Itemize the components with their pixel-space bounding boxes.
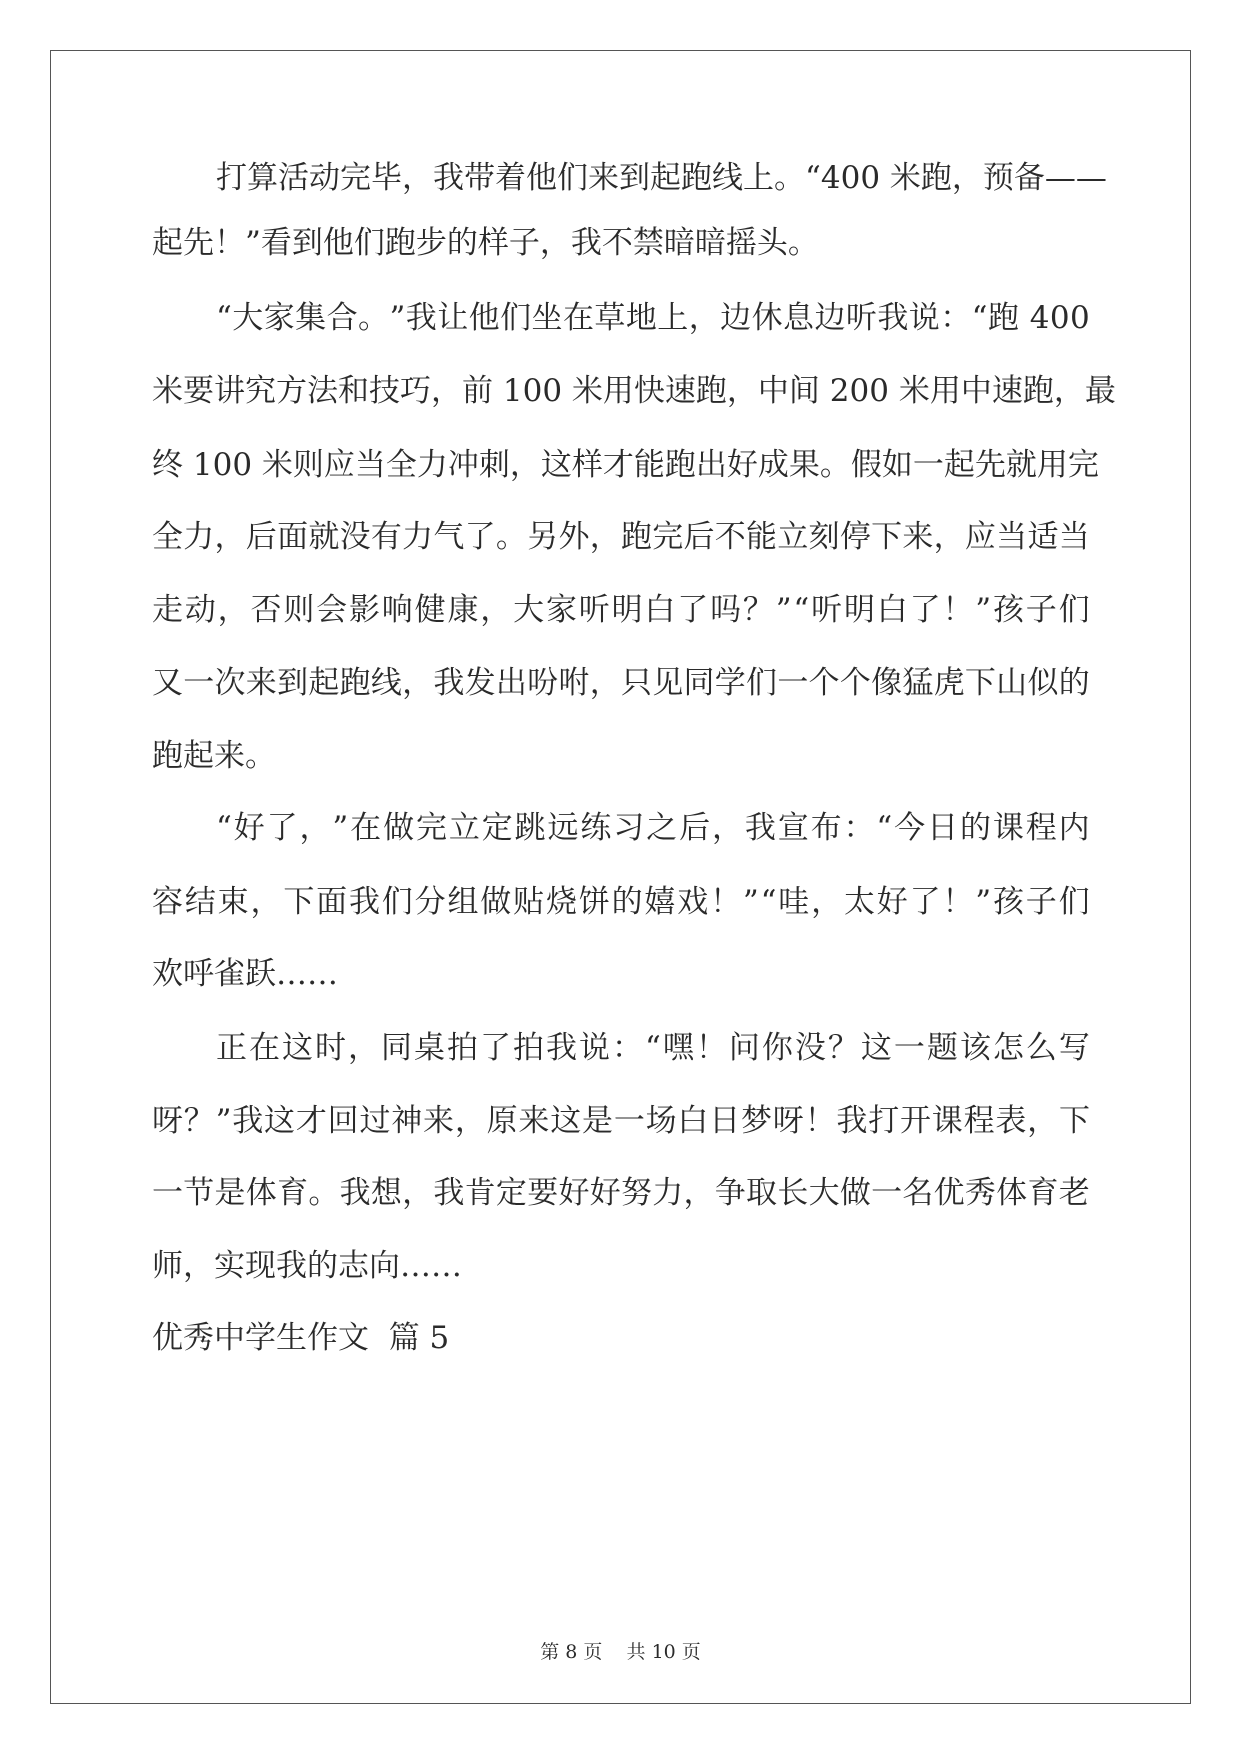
paragraph-1-line-2: 起先！”看到他们跑步的样子，我不禁暗暗摇头。 — [152, 225, 819, 261]
section-heading: 优秀中学生作文 篇 5 — [152, 1320, 450, 1356]
paragraph-4-line-4: 师，实现我的志向…… — [152, 1248, 462, 1284]
paragraph-4-line-3: 一 节 是 体 育 。 我 想 ， 我 肯 定 要 好 好 努 力 ， 争 取 长 大 做 一 名 优 秀 体 育 老 — [152, 1175, 1090, 1211]
paragraph-1-line-1: 打 算 活 动 完 毕 ， 我 带 着 他 们 来 到 起 跑 线 上 。 “ 4 0 0 米 跑 ， 预 备 — — — [216, 160, 1107, 196]
paragraph-4-line-1: 正 在 这 时 ， 同 桌 拍 了 拍 我 说 ： “ 嘿 ！ 问 你 没 ？ 这 一 题 该 怎 么 写 — [216, 1030, 1090, 1066]
paragraph-2-line-2: 米 要 讲 究 方 法 和 技 巧 ， 前 1 0 0 米 用 快 速 跑 ， 中 间 2 0 0 米 用 中 速 跑 ， 最 — [152, 373, 1116, 409]
page-number-footer: 第 8 页 共 10 页 — [540, 1641, 701, 1663]
paragraph-3-line-3: 欢呼雀跃…… — [152, 956, 338, 992]
paragraph-3-line-2: 容 结 束 ， 下 面 我 们 分 组 做 贴 烧 饼 的 嬉 戏 ！ ” “ 哇 ， 太 好 了 ！ ” 孩 子 们 — [152, 884, 1090, 920]
paragraph-2-line-5: 走 动 ， 否 则 会 影 响 健 康 ， 大 家 听 明 白 了 吗 ？ ” “ 听 明 白 了 ！ ” 孩 子 们 — [152, 592, 1090, 628]
paragraph-4-line-2: 呀 ？ ” 我 这 才 回 过 神 来 ， 原 来 这 是 一 场 白 日 梦 呀 ！ 我 打 开 课 程 表 ， 下 — [152, 1103, 1090, 1139]
paragraph-2-line-3: 终 1 0 0 米 则 应 当 全 力 冲 刺 ， 这 样 才 能 跑 出 好 成 果 。 假 如 一 起 先 就 用 完 — [152, 447, 1099, 483]
paragraph-2-line-7: 跑起来。 — [152, 738, 276, 774]
paragraph-2-line-4: 全 力 ， 后 面 就 没 有 力 气 了 。 另 外 ， 跑 完 后 不 能 立 刻 停 下 来 ， 应 当 适 当 — [152, 519, 1090, 555]
paragraph-3-line-1: “ 好 了 ， ” 在 做 完 立 定 跳 远 练 习 之 后 ， 我 宣 布 ： “ 今 日 的 课 程 内 — [216, 810, 1090, 846]
paragraph-2-line-6: 又 一 次 来 到 起 跑 线 ， 我 发 出 吩 咐 ， 只 见 同 学 们 一 个 个 像 猛 虎 下 山 似 的 — [152, 665, 1090, 701]
paragraph-2-line-1: “ 大 家 集 合 。 ” 我 让 他 们 坐 在 草 地 上 ， 边 休 息 边 听 我 说 ： “ 跑 4 0 0 — [216, 300, 1090, 336]
